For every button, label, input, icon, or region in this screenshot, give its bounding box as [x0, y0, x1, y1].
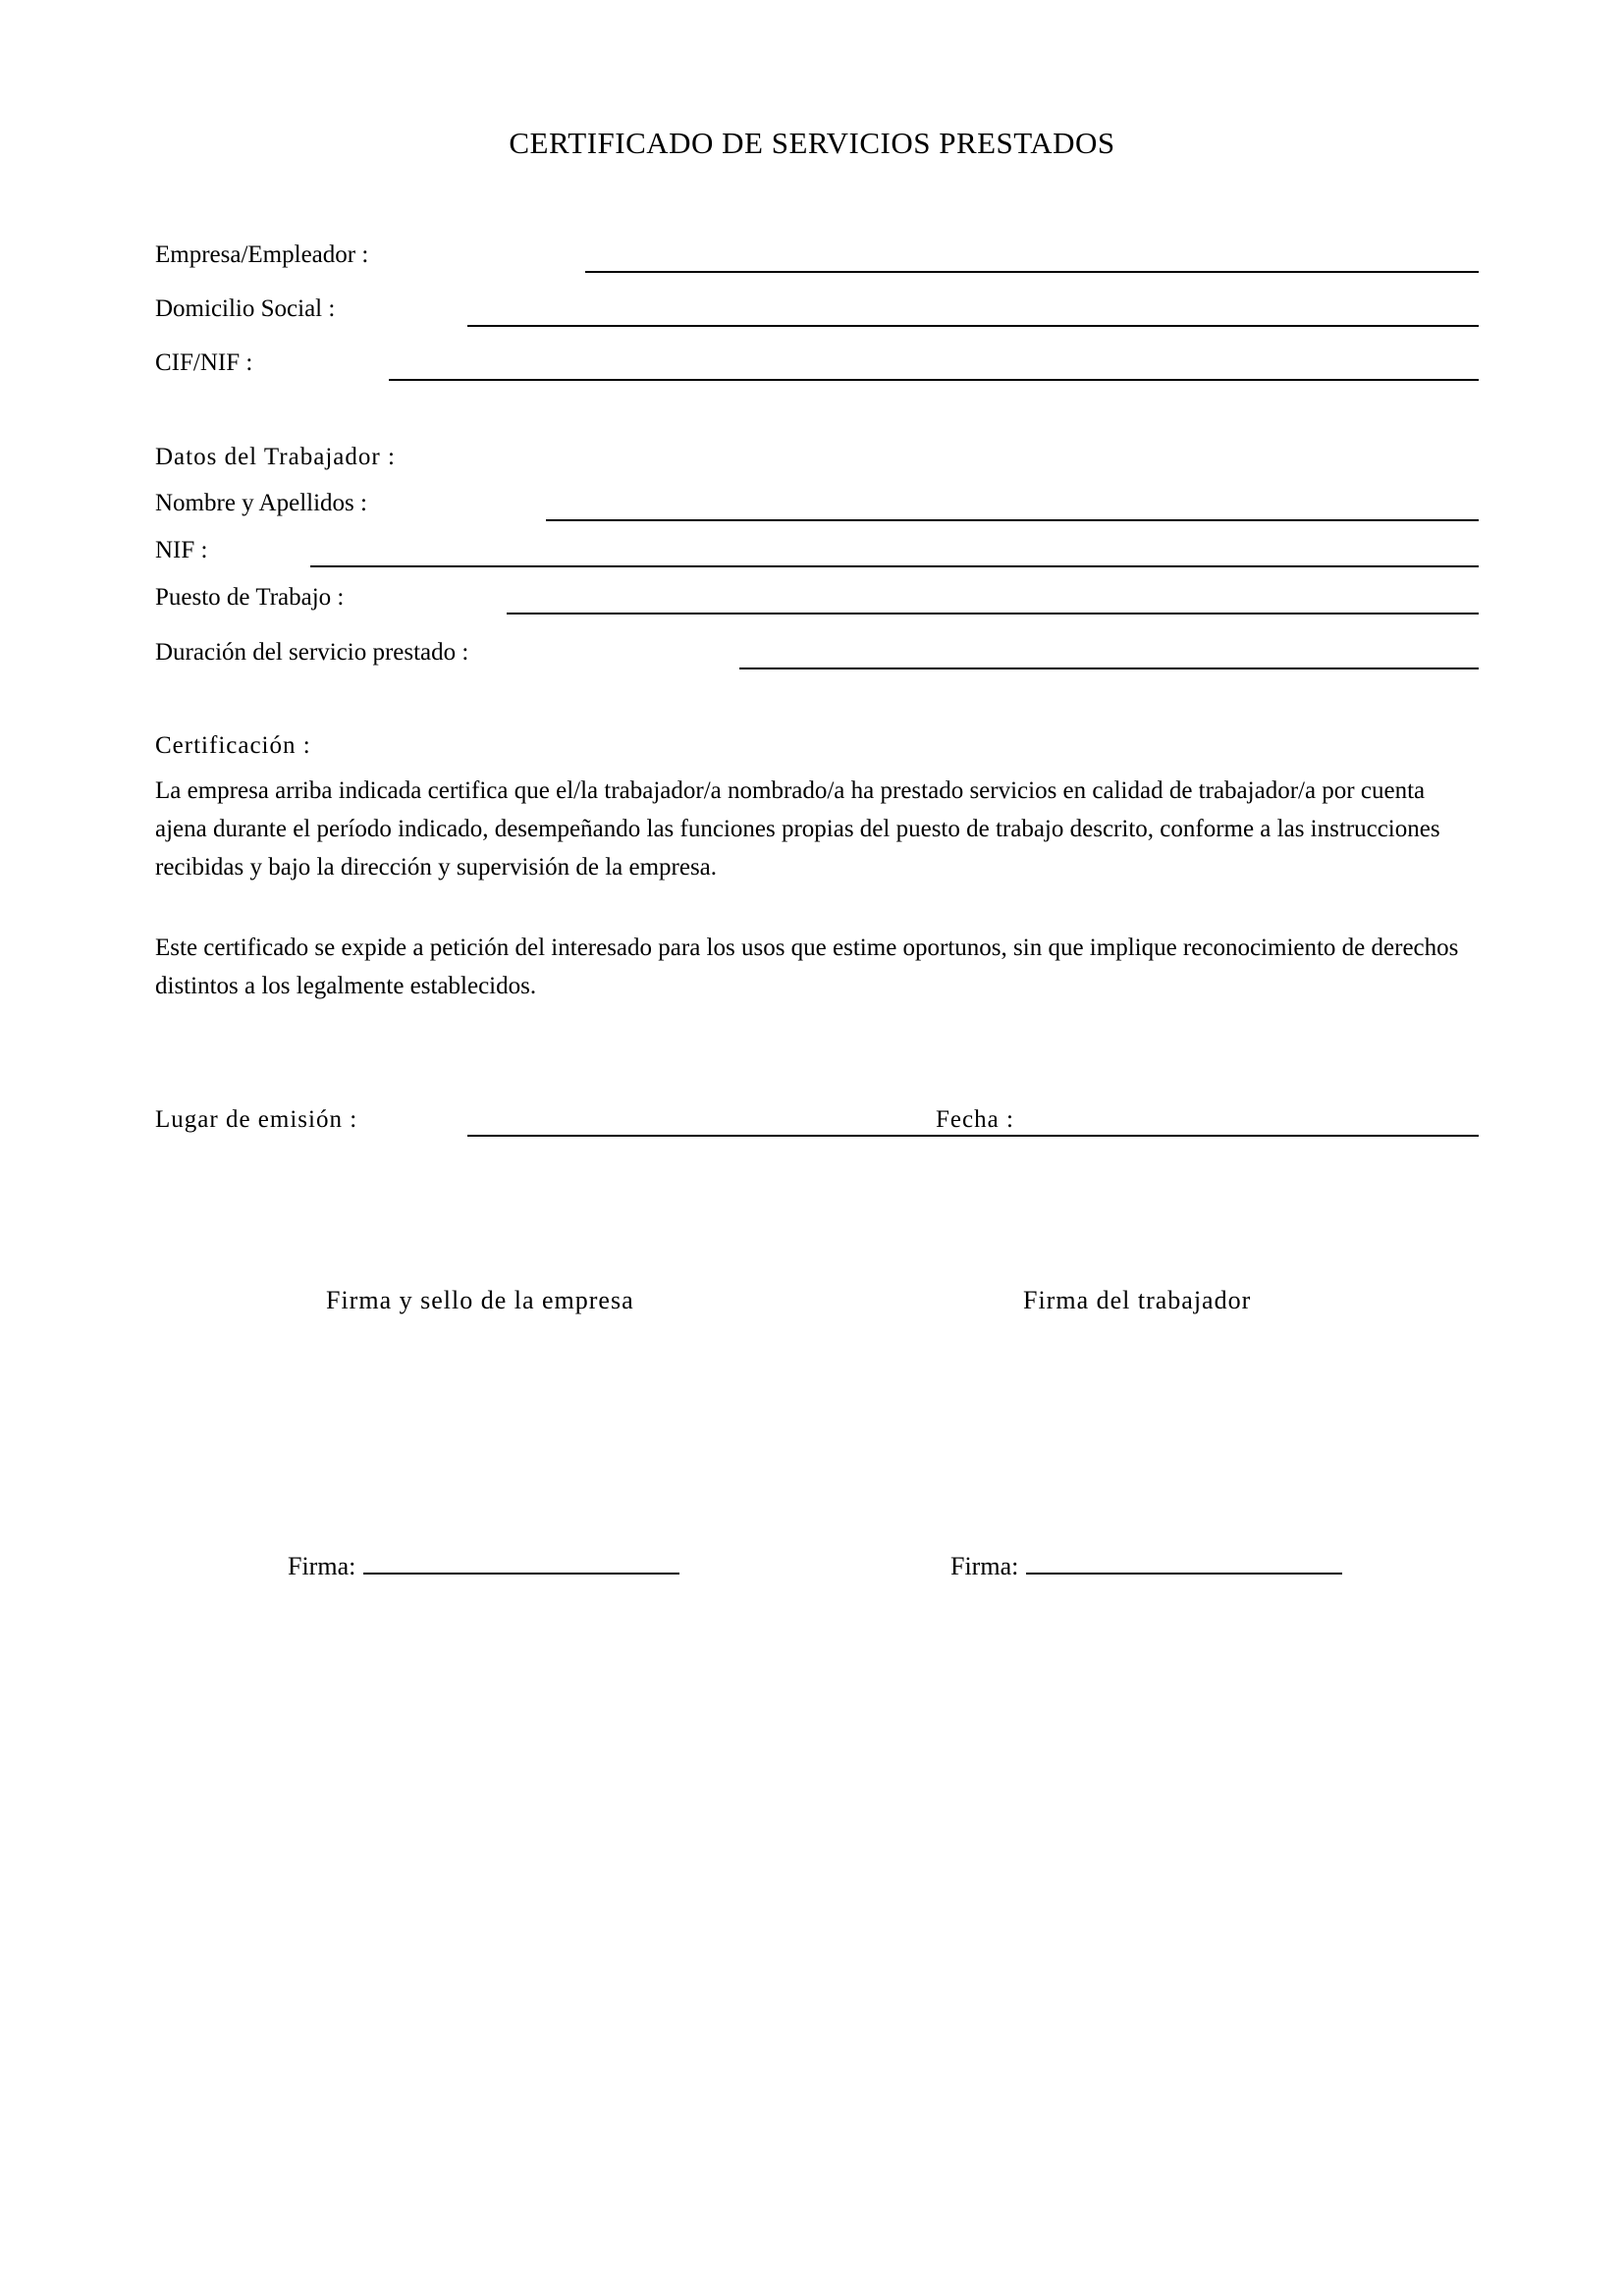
certification-paragraph-1: La empresa arriba indicada certifica que el/la trabajador/a nombrado/a ha prestado servicios en calidad de trabajador/a por cuenta ajena durante el período indicado, desempeñando las funciones propias del puesto de trabajo descrito, conforme a las instrucciones recibidas y bajo la dirección y supervisión de la empresa.	[155, 777, 1440, 881]
worker-firma-label: Firma:	[950, 1552, 1019, 1580]
worker-signature-field[interactable]	[1026, 1549, 1342, 1575]
company-firma	[288, 1549, 679, 1581]
company-signature-heading: Firma y sello de la empresa	[326, 1286, 634, 1314]
certification-paragraph-2: Este certificado se expide a petición del interesado para los usos que estime oportunos, sin que implique reconocimiento de derechos distintos a los legalmente establecidos.	[155, 934, 1459, 999]
nombre-label: Nombre y Apellidos :	[155, 490, 367, 516]
puesto-label: Puesto de Trabajo :	[155, 584, 345, 611]
nombre-field[interactable]	[546, 519, 1479, 521]
empresa-field[interactable]	[585, 271, 1479, 273]
lugar-label: Lugar de emisión :	[155, 1106, 358, 1133]
nif-field[interactable]	[310, 565, 1479, 567]
duracion-label: Duración del servicio prestado :	[155, 639, 469, 666]
certification-label: Certificación :	[155, 732, 311, 759]
duracion-field[interactable]	[739, 667, 1479, 669]
cif-field[interactable]	[389, 379, 1479, 381]
nif-label: NIF :	[155, 537, 208, 563]
domicilio-label: Domicilio Social :	[155, 295, 336, 322]
puesto-field[interactable]	[507, 613, 1479, 614]
domicilio-field[interactable]	[467, 325, 1479, 327]
empresa-label: Empresa/Empleador :	[155, 241, 369, 268]
company-signature-field[interactable]	[363, 1549, 679, 1575]
worker-firma	[950, 1549, 1342, 1581]
company-firma-label: Firma:	[288, 1552, 356, 1580]
fecha-label: Fecha :	[936, 1106, 1014, 1133]
worker-section-label: Datos del Trabajador :	[155, 444, 396, 470]
lugar-fecha-field[interactable]	[467, 1135, 1479, 1137]
worker-signature-heading: Firma del trabajador	[1023, 1286, 1252, 1314]
cif-label: CIF/NIF :	[155, 349, 253, 376]
document-title: CERTIFICADO DE SERVICIOS PRESTADOS	[509, 126, 1115, 160]
